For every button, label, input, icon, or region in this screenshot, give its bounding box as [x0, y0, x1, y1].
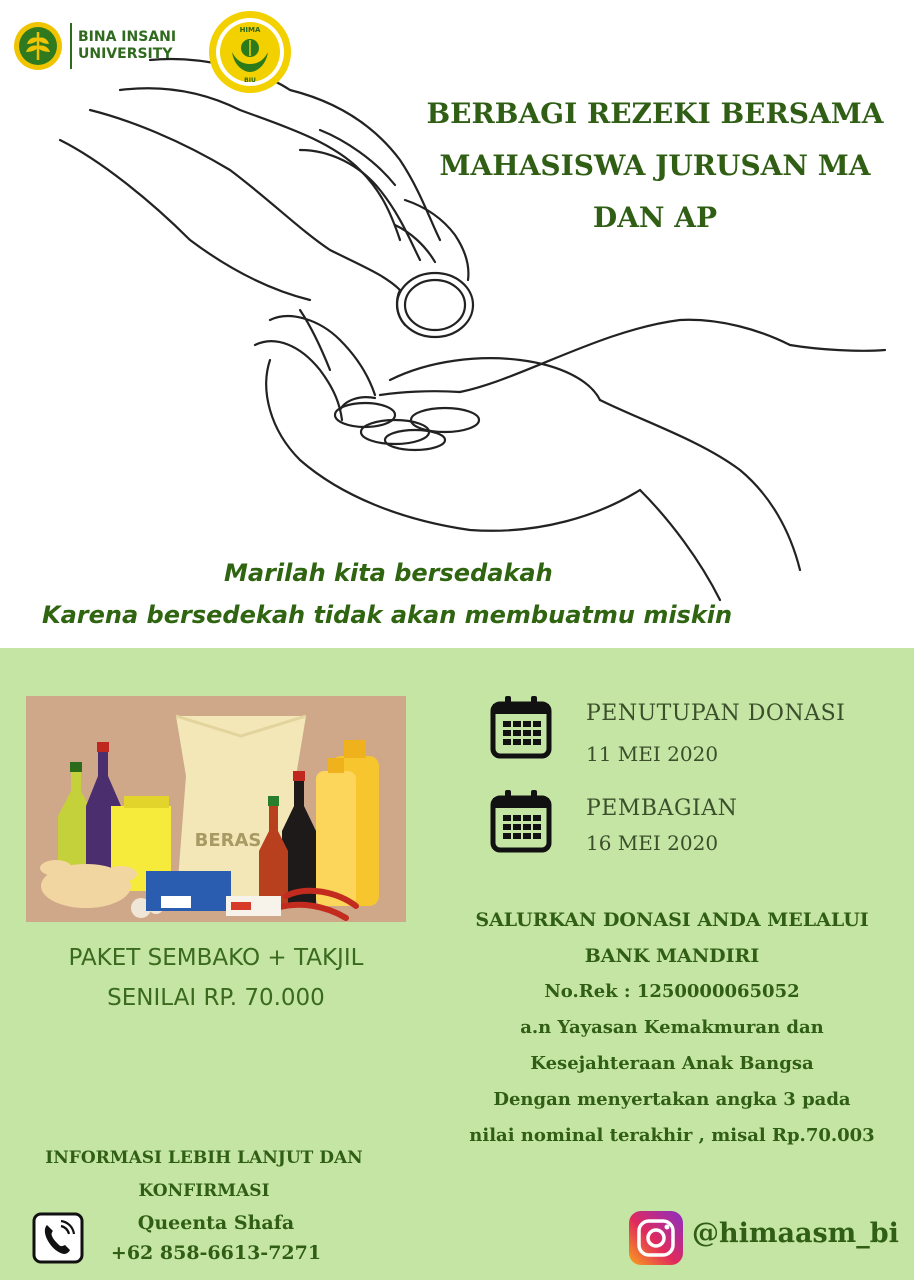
- donation-account-number: No.Rek : 1250000065052: [544, 981, 800, 1002]
- hima-logo-text-top: HIMA: [239, 26, 261, 34]
- package-description: [26, 938, 406, 1018]
- calendar-icon: [490, 694, 552, 760]
- event-donation-closing: [490, 694, 845, 774]
- package-line1: PAKET SEMBAKO + TAKJIL: [68, 945, 364, 971]
- logo-divider: [70, 23, 72, 69]
- university-name: [78, 29, 176, 63]
- event-date: 11 MEI 2020: [586, 742, 719, 766]
- hima-hands-emblem-icon: [208, 10, 292, 94]
- donation-note-line2: nilai nominal terakhir , misal Rp.70.003: [469, 1125, 875, 1146]
- donation-note-line1: Dengan menyertakan angka 3 pada: [493, 1089, 851, 1110]
- title-line2: MAHASISWA JURUSAN MA: [439, 149, 871, 182]
- info-title-line1: INFORMASI LEBIH LANJUT DAN: [45, 1148, 363, 1168]
- event-distribution: [490, 788, 737, 860]
- phone-icon: [32, 1212, 84, 1264]
- package-line2: SENILAI RP. 70.000: [107, 985, 325, 1011]
- instagram-icon: [628, 1210, 684, 1266]
- donation-account-name-line1: a.n Yayasan Kemakmuran dan: [520, 1017, 824, 1038]
- details-section: [0, 648, 914, 1280]
- slogan: [0, 552, 914, 636]
- instagram-handle[interactable]: @himaasm_bi: [692, 1218, 899, 1249]
- donation-instructions: [436, 902, 908, 1154]
- grocery-package-illustration: [26, 696, 406, 922]
- leaf-emblem-icon: [12, 20, 64, 72]
- contact-name: Queenta Shafa: [137, 1212, 295, 1234]
- title-line1: BERBAGI REZEKI BERSAMA: [426, 97, 884, 130]
- donation-line1: SALURKAN DONASI ANDA MELALUI: [475, 909, 869, 931]
- event-date: 16 MEI 2020: [586, 831, 719, 855]
- slogan-line2: Karena bersedekah tidak akan membuatmu miskin: [42, 601, 733, 629]
- university-name-line1: BINA INSANI: [78, 29, 177, 45]
- info-title-line2: KONFIRMASI: [138, 1181, 270, 1201]
- calendar-icon: [490, 788, 552, 854]
- hima-logo-text-bottom: BIU: [244, 77, 256, 84]
- event-title: PEMBAGIAN: [586, 796, 738, 821]
- contact-phone: +62 858-6613-7271: [110, 1242, 322, 1264]
- university-name-line2: UNIVERSITY: [78, 46, 173, 62]
- university-logo-group: [12, 20, 176, 72]
- event-text: [586, 694, 845, 774]
- donation-bank: BANK MANDIRI: [584, 945, 760, 967]
- event-title: PENUTUPAN DONASI: [586, 701, 846, 726]
- rice-bag-label: BERAS: [194, 830, 262, 851]
- page-title: [400, 88, 910, 244]
- donation-account-name-line2: Kesejahteraan Anak Bangsa: [530, 1053, 814, 1074]
- slogan-line1: Marilah kita bersedakah: [224, 559, 553, 587]
- title-line3: DAN AP: [592, 201, 718, 234]
- event-text: [586, 792, 737, 860]
